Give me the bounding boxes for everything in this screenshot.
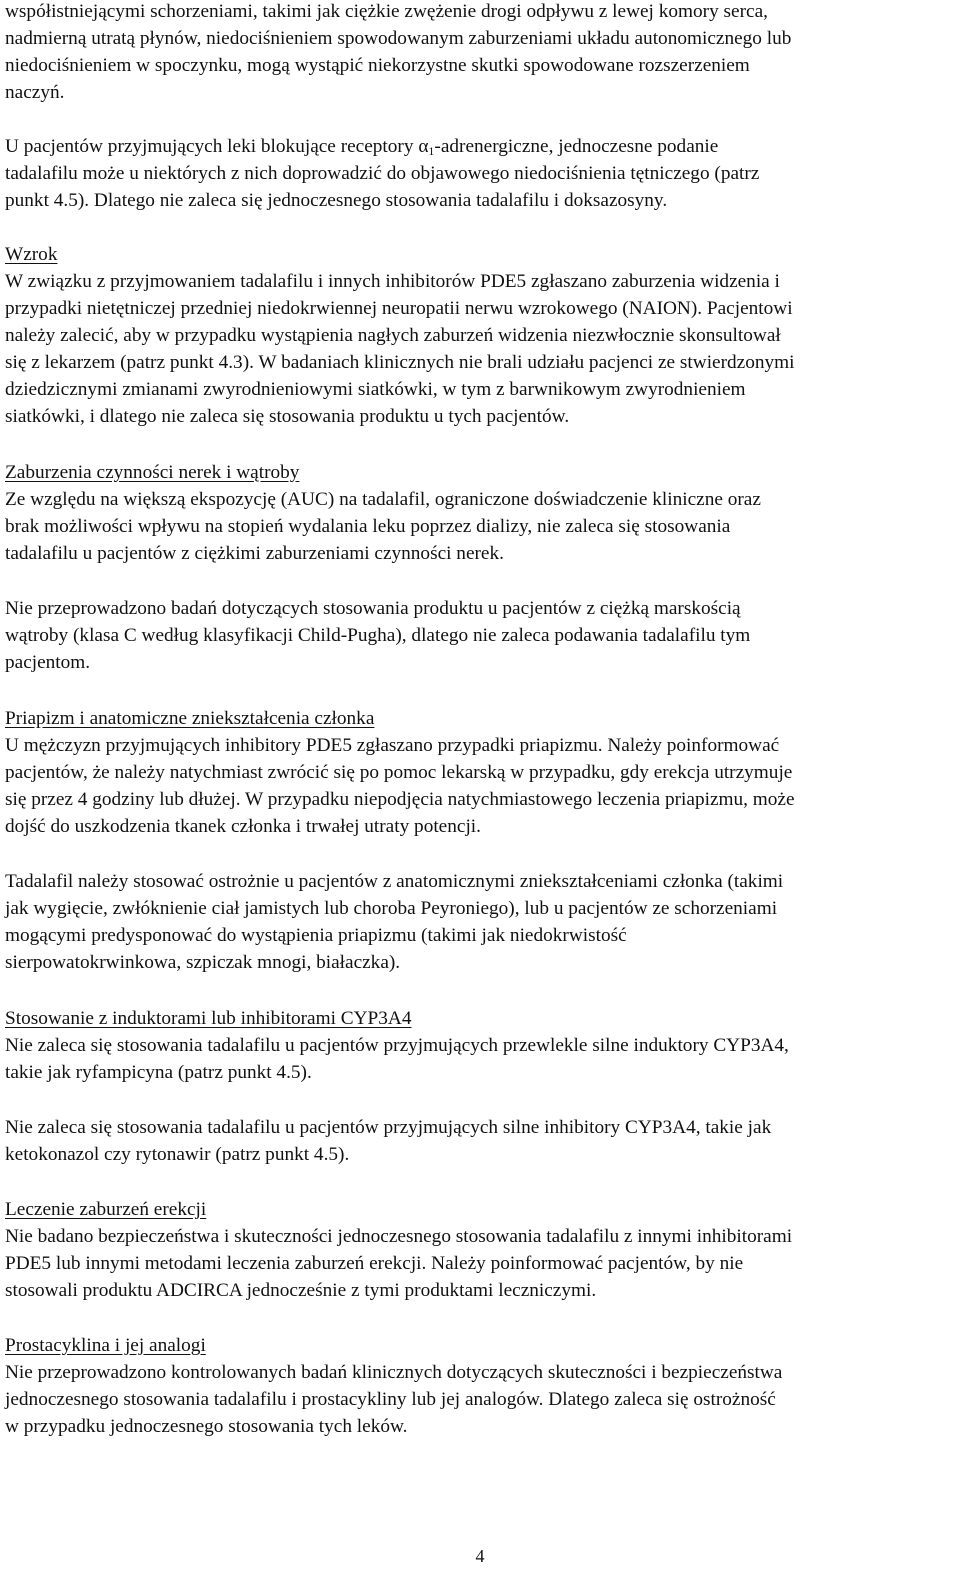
text-fragment: -adrenergiczne, jednoczesne podanie xyxy=(434,136,719,157)
section-heading-nerki: Zaburzenia czynności nerek i wątroby xyxy=(5,462,300,483)
section-heading-cyp: Stosowanie z induktorami lub inhibitorami CYP3A4 xyxy=(5,1008,412,1029)
text-line: przypadki nietętniczej przedniej niedokrwiennej neuropatii nerwu wzrokowego (NAION). Pacjentowi xyxy=(5,298,793,319)
text-line: współistniejącymi schorzeniami, takimi jak ciężkie zwężenie drogi odpływu z lewej komory serca, xyxy=(5,1,768,22)
text-line: pacjentów, że należy natychmiast zwrócić się po pomoc lekarską w przypadku, gdy erekcja utrzymuje xyxy=(5,762,793,783)
text-line: dojść do uszkodzenia tkanek członka i trwałej utraty potencji. xyxy=(5,816,481,837)
text-line: stosowali produktu ADCIRCA jednocześnie z tymi produktami leczniczymi. xyxy=(5,1280,597,1301)
text-fragment: U pacjentów przyjmujących leki blokujące receptory xyxy=(5,136,419,157)
text-line: pacjentom. xyxy=(5,652,91,673)
text-line: brak możliwości wpływu na stopień wydalania leku poprzez dializy, nie zaleca się stosowania xyxy=(5,516,731,537)
text-line: wątroby (klasa C według klasyfikacji Child-Pugha), dlatego nie zaleca podawania tadalafilu tym xyxy=(5,625,751,646)
text-line: naczyń. xyxy=(5,82,65,103)
text-line: w przypadku jednoczesnego stosowania tych leków. xyxy=(5,1416,408,1437)
text-line: mogącymi predysponować do wystąpienia priapizmu (takimi jak niedokrwistość xyxy=(5,925,627,946)
text-line: sierpowatokrwinkowa, szpiczak mnogi, białaczka). xyxy=(5,952,401,973)
text-line: jak wygięcie, zwłóknienie ciał jamistych lub choroba Peyroniego), lub u pacjentów ze schorzeniami xyxy=(5,898,778,919)
alpha-symbol: α xyxy=(418,136,429,157)
text-line: nadmierną utratą płynów, niedociśnieniem spowodowanym zaburzeniami układu autonomicznego lub xyxy=(5,28,792,49)
text-line: jednoczesnego stosowania tadalafilu i prostacykliny lub jej analogów. Dlatego zaleca się ostrożność xyxy=(5,1389,776,1410)
text-line: Nie przeprowadzono badań dotyczących stosowania produktu u pacjentów z ciężką marskością xyxy=(5,598,741,619)
section-heading-erekcja: Leczenie zaburzeń erekcji xyxy=(5,1199,207,1220)
section-heading-prostacyklina: Prostacyklina i jej analogi xyxy=(5,1335,206,1356)
text-line: się przez 4 godziny lub dłużej. W przypadku niepodjęcia natychmiastowego leczenia priapizmu, może xyxy=(5,789,795,810)
text-line: dziedzicznymi zmianami zwyrodnieniowymi siatkówki, w tym z barwnikowym zwyrodnieniem xyxy=(5,379,746,400)
alpha-subscript: 1 xyxy=(428,144,435,158)
text-line: Tadalafil należy stosować ostrożnie u pacjentów z anatomicznymi zniekształceniami członka (takimi xyxy=(5,871,784,892)
text-line: PDE5 lub innymi metodami leczenia zaburzeń erekcji. Należy poinformować pacjentów, by nie xyxy=(5,1253,744,1274)
text-line: siatkówki, i dlatego nie zaleca się stosowania produktu u tych pacjentów. xyxy=(5,406,570,427)
text-line: Ze względu na większą ekspozycję (AUC) na tadalafil, ograniczone doświadczenie kliniczne oraz xyxy=(5,489,761,510)
page-number: 4 xyxy=(475,1546,485,1566)
text-line: tadalafilu u pacjentów z ciężkimi zaburzeniami czynności nerek. xyxy=(5,543,504,564)
text-line: się z lekarzem (patrz punkt 4.3). W badaniach klinicznych nie brali udziału pacjenci ze stwierdzonymi xyxy=(5,352,795,373)
text-line: takie jak ryfampicyna (patrz punkt 4.5). xyxy=(5,1062,312,1083)
text-line: niedociśnieniem w spoczynku, mogą wystąpić niekorzystne skutki spowodowane rozszerzeniem xyxy=(5,55,750,76)
text-line: tadalafilu może u niektórych z nich doprowadzić do objawowego niedociśnienia tętniczego (patrz xyxy=(5,163,760,184)
text-line: punkt 4.5). Dlatego nie zaleca się jednoczesnego stosowania tadalafilu i doksazosyny. xyxy=(5,190,668,211)
text-line: należy zalecić, aby w przypadku wystąpienia nagłych zaburzeń widzenia niezwłocznie skonsultował xyxy=(5,325,781,346)
text-line: ketokonazol czy rytonawir (patrz punkt 4.5). xyxy=(5,1144,350,1165)
text-line: Nie zaleca się stosowania tadalafilu u pacjentów przyjmujących przewlekle silne induktory CYP3A4, xyxy=(5,1035,789,1056)
text-line-alpha xyxy=(5,135,718,163)
text-line: Nie zaleca się stosowania tadalafilu u pacjentów przyjmujących silne inhibitory CYP3A4, takie jak xyxy=(5,1117,772,1138)
text-line: Nie badano bezpieczeństwa i skuteczności jednoczesnego stosowania tadalafilu z innymi inhibitorami xyxy=(5,1226,793,1247)
text-line: Nie przeprowadzono kontrolowanych badań klinicznych dotyczących skuteczności i bezpieczeństwa xyxy=(5,1362,783,1383)
text-line: U mężczyzn przyjmujących inhibitory PDE5 zgłaszano przypadki priapizmu. Należy poinformować xyxy=(5,735,780,756)
section-heading-wzrok: Wzrok xyxy=(5,244,58,265)
text-line: W związku z przyjmowaniem tadalafilu i innych inhibitorów PDE5 zgłaszano zaburzenia widzenia i xyxy=(5,271,780,292)
section-heading-priapizm: Priapizm i anatomiczne zniekształcenia członka xyxy=(5,708,375,729)
